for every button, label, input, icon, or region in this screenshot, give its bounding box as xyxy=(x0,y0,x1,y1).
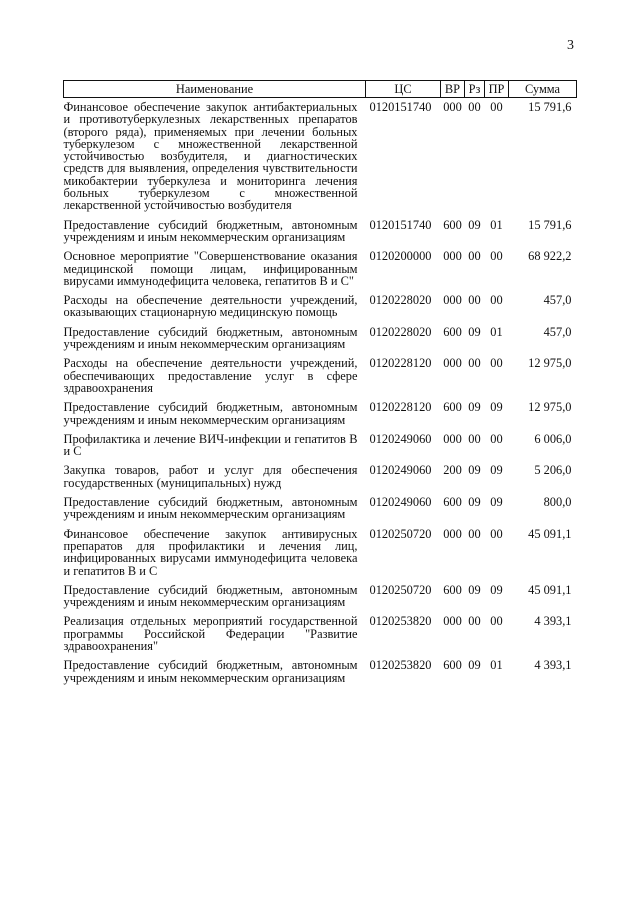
header-cs: ЦС xyxy=(366,81,441,98)
row-sum: 45 091,1 xyxy=(528,582,572,597)
row-vr: 600 xyxy=(443,658,462,673)
row-rz: 09 xyxy=(468,582,481,597)
row-pr: 01 xyxy=(490,217,503,232)
row-pr: 01 xyxy=(490,324,503,339)
row-name: Финансовое обеспечение закупок антивирусных препаратов для профилактики и лечения лиц, инфицированных вирусами иммунодефицита человека и гепатитов В и С xyxy=(63,526,358,578)
row-rz: 00 xyxy=(468,431,481,446)
row-vr: 000 xyxy=(443,100,462,114)
row-cs: 0120250720 xyxy=(369,582,432,597)
row-rz: 09 xyxy=(468,463,481,478)
row-pr: 09 xyxy=(490,582,503,597)
table-header-row xyxy=(64,81,577,98)
row-name: Предоставление субсидий бюджетным, автономным учреждениям и иным некоммерческим организациям xyxy=(63,582,358,610)
row-name: Предоставление субсидий бюджетным, автономным учреждениям и иным некоммерческим организациям xyxy=(63,217,358,244)
row-rz: 09 xyxy=(468,658,481,673)
row-cs: 0120249060 xyxy=(369,431,432,446)
row-sum: 4 393,1 xyxy=(534,614,572,629)
row-pr: 09 xyxy=(490,400,503,415)
row-pr: 01 xyxy=(490,658,503,673)
row-sum: 15 791,6 xyxy=(528,217,572,232)
row-pr: 00 xyxy=(490,431,503,446)
row-sum: 12 975,0 xyxy=(528,356,572,371)
table-row xyxy=(64,323,577,355)
row-vr: 000 xyxy=(443,526,462,541)
row-rz: 09 xyxy=(468,495,481,510)
row-cs: 0120228120 xyxy=(369,356,432,371)
row-pr: 00 xyxy=(490,614,503,629)
row-name: Профилактика и лечение ВИЧ-инфекции и гепатитов В и С xyxy=(63,431,358,459)
table-row xyxy=(64,216,577,248)
row-sum: 12 975,0 xyxy=(528,400,572,415)
header-name: Наименование xyxy=(64,81,366,98)
table-row xyxy=(64,581,577,613)
row-pr: 00 xyxy=(490,293,503,308)
row-rz: 09 xyxy=(468,400,481,415)
row-sum: 800,0 xyxy=(543,495,572,510)
row-vr: 000 xyxy=(443,356,462,371)
row-vr: 000 xyxy=(443,431,462,446)
row-cs: 0120228020 xyxy=(369,293,432,308)
row-name: Реализация отдельных мероприятий государственной программы Российской Федерации "Развитие здравоохранения" xyxy=(63,614,358,653)
row-name: Предоставление субсидий бюджетным, автономным учреждениям и иным некоммерческим организациям xyxy=(63,400,358,427)
row-vr: 000 xyxy=(443,249,462,264)
row-pr: 00 xyxy=(490,100,503,114)
row-cs: 0120249060 xyxy=(369,495,432,510)
row-pr: 00 xyxy=(490,249,503,264)
table-row xyxy=(64,461,577,493)
header-sum: Сумма xyxy=(509,81,577,98)
row-sum: 6 006,0 xyxy=(534,431,572,446)
row-sum: 45 091,1 xyxy=(528,526,572,541)
row-rz: 00 xyxy=(468,526,481,541)
row-vr: 600 xyxy=(443,582,462,597)
table-row xyxy=(64,525,577,581)
row-rz: 09 xyxy=(468,324,481,339)
row-sum: 15 791,6 xyxy=(528,100,572,114)
row-pr: 00 xyxy=(490,356,503,371)
row-cs: 0120151740 xyxy=(369,217,432,232)
table-row xyxy=(64,98,577,216)
row-cs: 0120151740 xyxy=(369,100,432,114)
row-name: Расходы на обеспечение деятельности учреждений, оказывающих стационарную медицинскую помощь xyxy=(63,293,358,320)
table-row xyxy=(64,247,577,291)
row-vr: 000 xyxy=(443,293,462,308)
page-number: 3 xyxy=(567,38,574,53)
row-name: Расходы на обеспечение деятельности учреждений, обеспечивающих предоставление услуг в сфере здравоохранения xyxy=(63,356,358,395)
table-row xyxy=(64,656,577,688)
row-name: Предоставление субсидий бюджетным, автономным учреждениям и иным некоммерческим организациям xyxy=(63,658,358,685)
row-sum: 457,0 xyxy=(543,324,572,339)
row-cs: 0120253820 xyxy=(369,658,432,673)
table-row xyxy=(64,398,577,430)
row-pr: 00 xyxy=(490,526,503,541)
row-vr: 200 xyxy=(443,463,462,478)
row-rz: 00 xyxy=(468,293,481,308)
row-sum: 5 206,0 xyxy=(534,463,572,478)
row-cs: 0120228120 xyxy=(369,400,432,415)
row-cs: 0120200000 xyxy=(369,249,432,264)
table-row xyxy=(64,612,577,656)
row-vr: 600 xyxy=(443,324,462,339)
budget-table xyxy=(63,80,577,688)
table-row xyxy=(64,354,577,398)
row-rz: 00 xyxy=(468,100,481,114)
row-pr: 09 xyxy=(490,463,503,478)
row-cs: 0120249060 xyxy=(369,463,432,478)
row-name: Предоставление субсидий бюджетным, автономным учреждениям и иным некоммерческим организациям xyxy=(63,324,358,352)
table-row xyxy=(64,430,577,462)
row-rz: 00 xyxy=(468,356,481,371)
row-vr: 600 xyxy=(443,400,462,415)
row-name: Закупка товаров, работ и услуг для обеспечения государственных (муниципальных) нужд xyxy=(63,463,358,490)
table-row xyxy=(64,291,577,323)
header-pr: ПР xyxy=(485,81,509,98)
row-name: Основное мероприятие "Совершенствование оказания медицинской помощи лицам, инфицированным вирусами иммунодефицита человека, гепатитов В и С" xyxy=(63,249,358,288)
row-vr: 600 xyxy=(443,217,462,232)
row-cs: 0120250720 xyxy=(369,526,432,541)
row-sum: 4 393,1 xyxy=(534,658,572,673)
row-rz: 00 xyxy=(468,249,481,264)
row-pr: 09 xyxy=(490,495,503,510)
row-vr: 000 xyxy=(443,614,462,629)
row-rz: 09 xyxy=(468,217,481,232)
row-cs: 0120253820 xyxy=(369,614,432,629)
row-name: Финансовое обеспечение закупок антибактериальных и противотуберкулезных лекарственных препаратов (второго ряда), применяемых при лечении больных туберкулезом с множественной лекарственной устойчивостью возбудителя, и диагностических средств для выявления, определения чувствительности микобактерии туберкулеза и мониторинга лечения больных туберкулезом с множественной лекарственной устойчивостью возбудителя xyxy=(63,100,358,213)
row-name: Предоставление субсидий бюджетным, автономным учреждениям и иным некоммерческим организациям xyxy=(63,495,358,522)
row-vr: 600 xyxy=(443,495,462,510)
row-sum: 457,0 xyxy=(543,293,572,308)
header-vr: ВР xyxy=(441,81,465,98)
table-row xyxy=(64,493,577,525)
header-rz: Рз xyxy=(465,81,485,98)
row-rz: 00 xyxy=(468,614,481,629)
row-cs: 0120228020 xyxy=(369,324,432,339)
row-sum: 68 922,2 xyxy=(528,249,572,264)
